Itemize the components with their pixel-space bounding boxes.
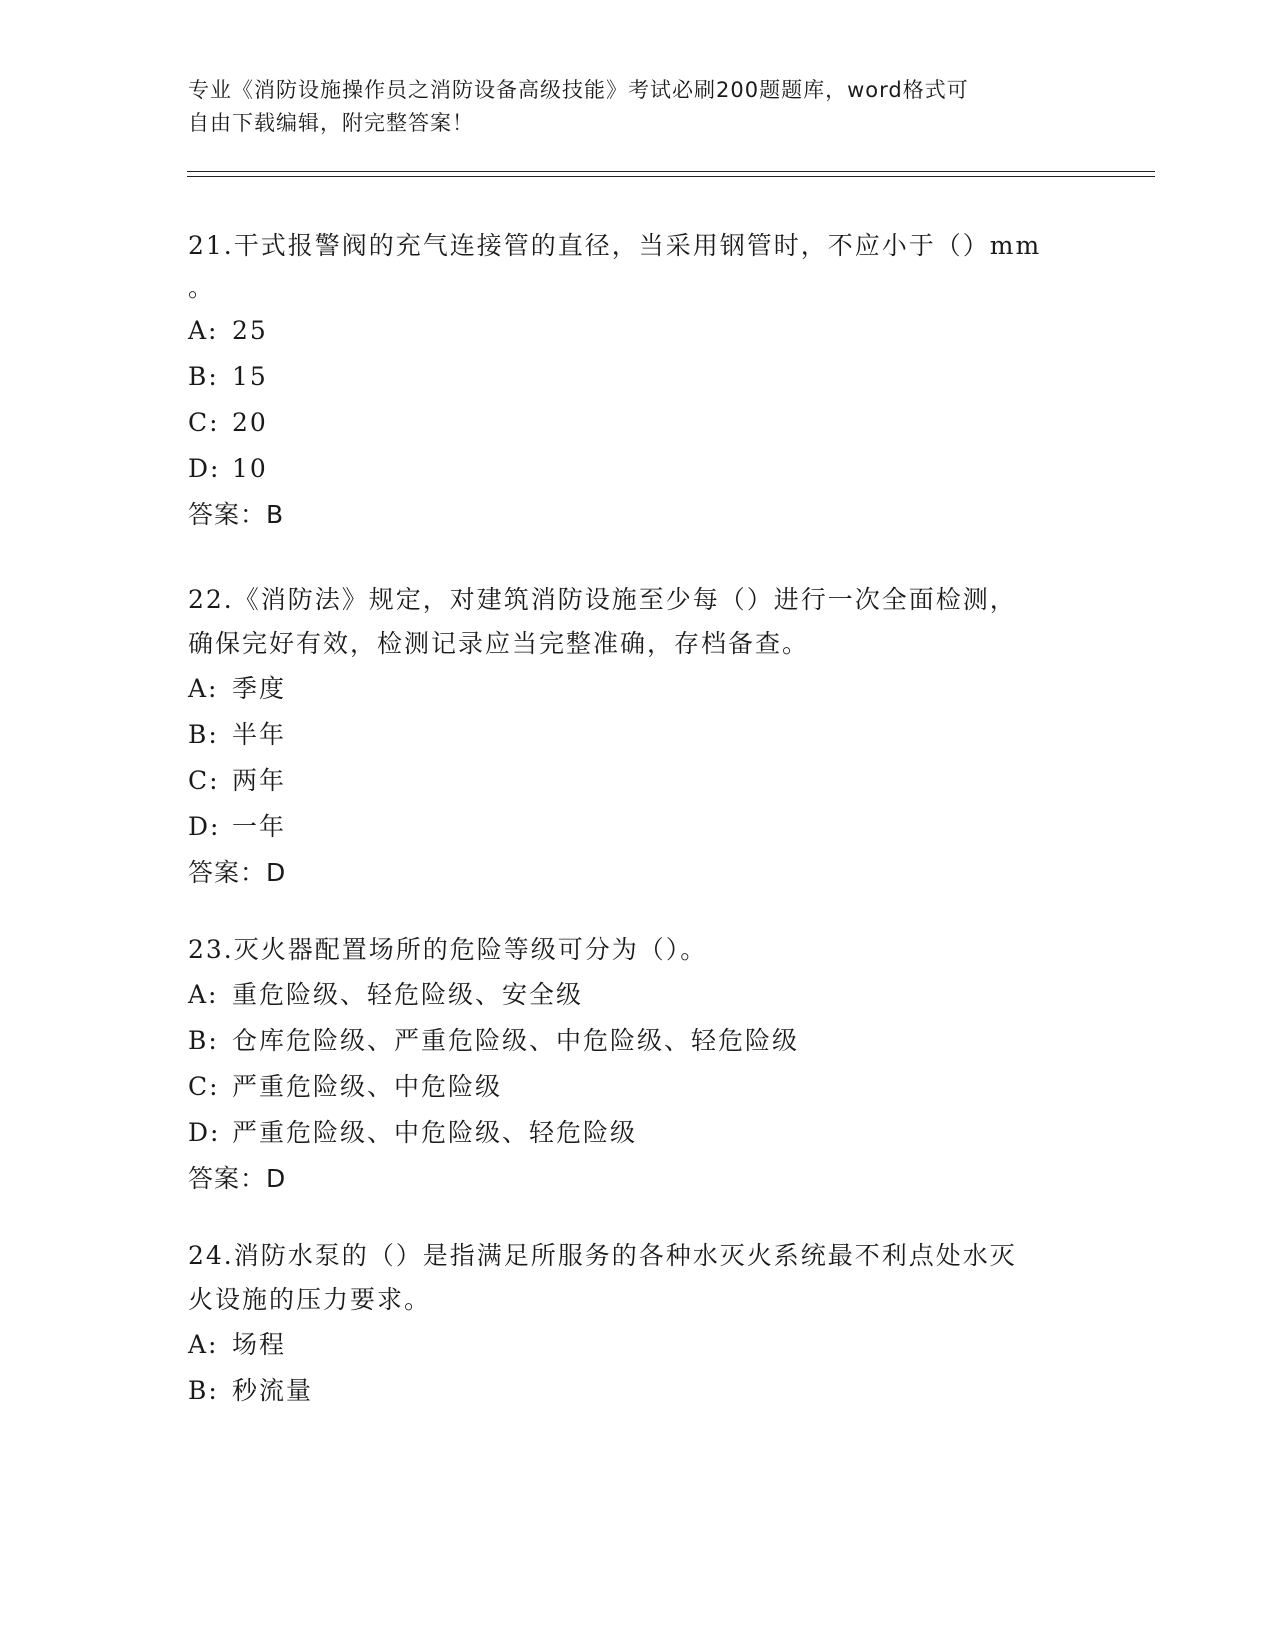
option-text: 半年 (232, 720, 287, 749)
option-key: B: (188, 1026, 219, 1055)
option-text: 仓库危险级、严重危险级、中危险级、轻危险级 (232, 1026, 800, 1055)
question-stem-line: 确保完好有效，检测记录应当完整准确，存档备查。 (188, 629, 810, 658)
option-b (188, 354, 1088, 400)
option-text: 15 (232, 362, 268, 391)
option-text: 秒流量 (232, 1376, 314, 1405)
option-key: A: (188, 980, 219, 1009)
header-line-1: 专业《消防设施操作员之消防设备高级技能》考试必刷200题题库，word格式可 (188, 78, 969, 102)
option-key: D: (188, 1118, 221, 1147)
document-header (188, 74, 1068, 140)
option-text: 严重危险级、中危险级、轻危险级 (232, 1118, 638, 1147)
option-text: 场程 (232, 1330, 287, 1359)
question-stem-line: 23.灭火器配置场所的危险等级可分为（）。 (188, 935, 708, 964)
option-key: B: (188, 362, 219, 391)
option-b (188, 1018, 1088, 1064)
question-21 (188, 224, 1088, 538)
option-key: A: (188, 1330, 219, 1359)
header-line-2: 自由下载编辑，附完整答案！ (188, 111, 474, 135)
option-key: A: (188, 674, 219, 703)
option-a (188, 666, 1088, 712)
option-c (188, 758, 1088, 804)
option-d (188, 1110, 1088, 1156)
option-key: D: (188, 454, 221, 483)
option-text: 重危险级、轻危险级、安全级 (232, 980, 584, 1009)
option-key: A: (188, 316, 219, 345)
option-text: 严重危险级、中危险级 (232, 1072, 503, 1101)
option-a (188, 308, 1088, 354)
option-b (188, 1368, 1088, 1414)
option-text: 一年 (232, 812, 287, 841)
answer-label: 答案：D (188, 858, 287, 887)
option-a (188, 972, 1088, 1018)
option-key: C: (188, 766, 220, 795)
option-key: B: (188, 1376, 219, 1405)
answer-label: 答案：D (188, 1164, 287, 1193)
option-b (188, 712, 1088, 758)
answer-label: 答案：B (188, 500, 285, 529)
question-stem-line: 火设施的压力要求。 (188, 1285, 432, 1314)
option-text: 季度 (232, 674, 287, 703)
option-d (188, 446, 1088, 492)
question-24 (188, 1234, 1088, 1414)
option-text: 10 (232, 454, 268, 483)
header-divider-bottom (187, 176, 1155, 177)
question-23 (188, 928, 1088, 1202)
option-key: C: (188, 1072, 220, 1101)
option-a (188, 1322, 1088, 1368)
option-text: 25 (232, 316, 268, 345)
option-key: D: (188, 812, 221, 841)
option-key: C: (188, 408, 220, 437)
option-d (188, 804, 1088, 850)
question-22 (188, 578, 1088, 896)
question-stem-line: 22.《消防法》规定，对建筑消防设施至少每（）进行一次全面检测， (188, 585, 1017, 614)
option-c (188, 400, 1088, 446)
option-text: 20 (232, 408, 268, 437)
question-stem-line: 。 (188, 273, 216, 302)
option-key: B: (188, 720, 219, 749)
option-c (188, 1064, 1088, 1110)
option-text: 两年 (232, 766, 287, 795)
header-divider-top (187, 171, 1155, 172)
question-stem-line: 24.消防水泵的（）是指满足所服务的各种水灭火系统最不利点处水灭 (188, 1241, 1017, 1270)
question-stem-line: 21.干式报警阀的充气连接管的直径，当采用钢管时，不应小于（）mm (188, 231, 1042, 260)
